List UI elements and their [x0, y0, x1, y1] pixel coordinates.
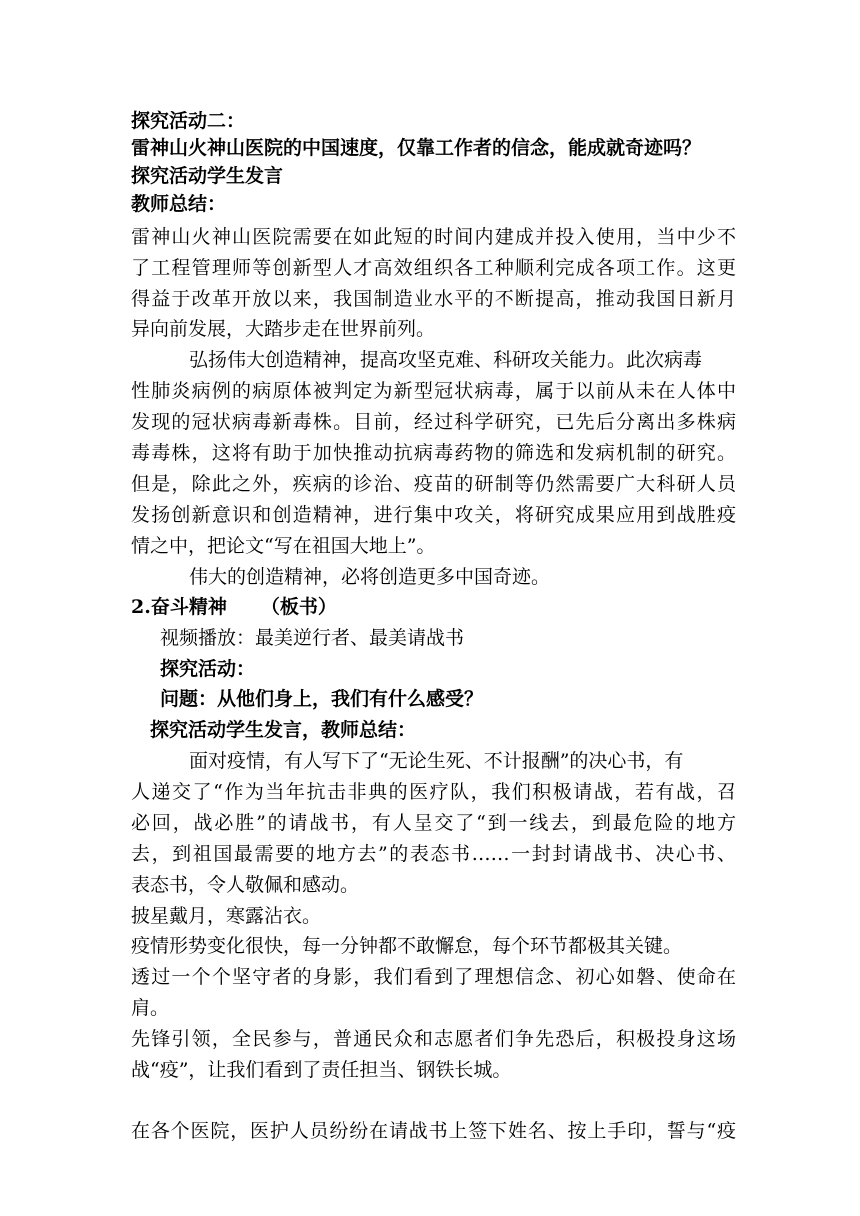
paragraph-line: 去，到祖国最需要的地方去”的表态书……一封封请战书、决心书、 — [131, 843, 736, 865]
paragraph-line: 了工程管理师等创新型人才高效组织各工种顺利完成各项工作。这更 — [131, 257, 736, 279]
paragraph-line: 但是，除此之外，疾病的诊治、疫苗的研制等仍然需要广大科研人员 — [131, 473, 736, 495]
paragraph-line: 雷神山火神山医院需要在如此短的时间内建成并投入使用，当中少不 — [131, 226, 736, 248]
section-heading — [131, 596, 736, 619]
paragraph-line: 先锋引领，全民参与，普通民众和志愿者们争先恐后，积极投身这场 — [131, 1028, 736, 1050]
paragraph-line: 毒毒株，这将有助于加快推动抗病毒药物的筛选和发病机制的研究。 — [131, 442, 736, 464]
paragraph-line: 性肺炎病例的病原体被判定为新型冠状病毒，属于以前从未在人体中 — [131, 380, 736, 402]
question-line: 问题：从他们身上，我们有什么感受？ — [160, 688, 484, 710]
paragraph-line: 肩。 — [131, 997, 170, 1019]
activity-heading: 探究活动二： — [131, 110, 246, 132]
paragraph-line: 战“疫”，让我们看到了责任担当、钢铁长城。 — [131, 1059, 512, 1081]
paragraph-line: 披星戴月，寒露沾衣。 — [131, 905, 322, 927]
summary-label: 探究活动学生发言，教师总结： — [150, 719, 417, 741]
paragraph-line: 发扬创新意识和创造精神，进行集中攻关，将研究成果应用到战胜疫 — [131, 504, 736, 526]
paragraph-line: 必回，战必胜”的请战书，有人呈交了“到一线去，到最危险的地方 — [131, 812, 736, 834]
activity-question: 雷神山火神山医院的中国速度，仅靠工作者的信念，能成就奇迹吗？ — [131, 137, 702, 159]
video-line: 视频播放：最美逆行者、最美请战书 — [160, 627, 465, 649]
paragraph-line: 疫情形势变化很快，每一分钟都不敢懈怠，每个环节都极其关键。 — [131, 935, 683, 957]
paragraph-line: 人递交了“作为当年抗击非典的医疗队，我们积极请战，若有战，召 — [131, 781, 736, 803]
paragraph-line: 在各个医院，医护人员纷纷在请战书上签下姓名、按上手印，誓与“疫 — [131, 1120, 736, 1142]
paragraph-line: 弘扬伟大创造精神，提高攻坚克难、科研攻关能力。此次病毒 — [189, 349, 703, 371]
paragraph-line: 面对疫情，有人写下了“无论生死、不计报酬”的决心书，有 — [189, 750, 684, 772]
paragraph-line: 异向前发展，大踏步走在世界前列。 — [131, 318, 436, 340]
paragraph-line: 得益于改革开放以来，我国制造业水平的不断提高，推动我国日新月 — [131, 288, 736, 310]
paragraph-line: 伟大的创造精神，必将创造更多中国奇迹。 — [189, 566, 551, 588]
student-speech-heading: 探究活动学生发言 — [131, 165, 284, 187]
teacher-summary-label: 教师总结： — [131, 193, 227, 215]
activity-label: 探究活动： — [160, 658, 256, 680]
paragraph-line: 情之中，把论文“写在祖国大地上”。 — [131, 535, 436, 557]
board-note: （板书） — [260, 596, 337, 618]
paragraph-line: 透过一个个坚守者的身影，我们看到了理想信念、初心如磐、使命在 — [131, 966, 736, 988]
paragraph-line: 发现的冠状病毒新毒株。目前，经过科学研究，已先后分离出多株病 — [131, 411, 736, 433]
section-title: 2.奋斗精神 — [131, 596, 227, 618]
paragraph-line: 表态书，令人敬佩和感动。 — [131, 874, 360, 896]
